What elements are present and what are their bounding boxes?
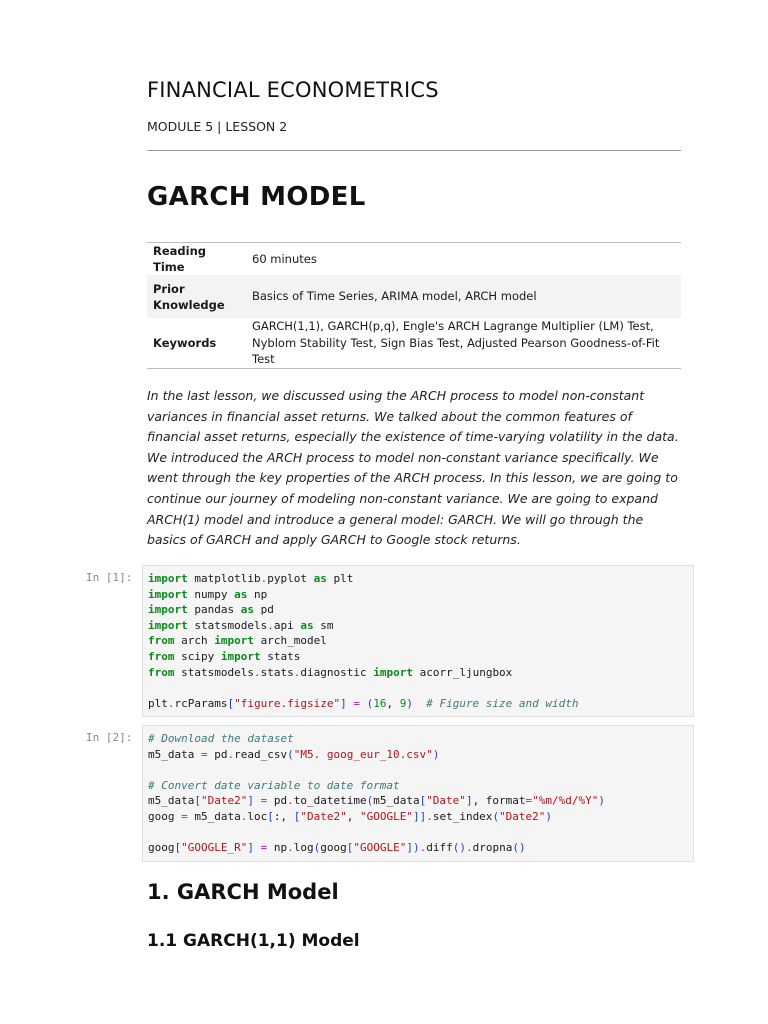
info-row-prior-knowledge: [147, 275, 681, 318]
code-line: goog = m5_data.loc[:, ["Date2", "GOOGLE"]].set_index("Date2"): [148, 809, 553, 823]
cell-prompt: In [2]:: [86, 731, 133, 744]
info-key: Keywords: [153, 335, 217, 350]
code-line: [148, 825, 693, 841]
cell-prompt: In [1]:: [86, 571, 133, 584]
code-line: from statsmodels.stats.diagnostic import acorr_ljungbox: [148, 665, 513, 679]
subsection-heading: 1.1 GARCH(1,1) Model: [147, 931, 360, 951]
intro-paragraph: In the last lesson, we discussed using the ARCH process to model non-constant variances in financial asset returns. We talked about the common features of financial asset returns, especially the existence of time-varying volatility in the data. We introduced the ARCH process to model non-constant variance specifically. We went through the key properties of the ARCH process. In this lesson, we are going to continue our journey of modeling non-constant variance. We are going to expand ARCH(1) model and introduce a general model: GARCH. We will go through the basics of GARCH and apply GARCH to Google stock returns.: [147, 388, 679, 548]
info-value: GARCH(1,1), GARCH(p,q), Engle's ARCH Lagrange Multiplier (LM) Test, Nyblom Stability Test, Sign Bias Test, Adjusted Pearson Goodness-of-Fit Test: [252, 319, 660, 366]
info-key: Prior Knowledge: [147, 275, 242, 318]
code-line: import pandas as pd: [148, 603, 274, 617]
info-row-keywords: [147, 318, 681, 368]
section-heading: 1. GARCH Model: [147, 880, 339, 904]
course-title: FINANCIAL ECONOMETRICS: [147, 78, 439, 102]
module-lesson-label: MODULE 5 | LESSON 2: [147, 119, 288, 134]
code-line: m5_data["Date2"] = pd.to_datetime(m5_data["Date"], format="%m/%d/%Y"): [148, 794, 606, 808]
lesson-info-table: [147, 242, 681, 369]
code-line: # Download the dataset: [148, 732, 294, 745]
code-line: from scipy import stats: [148, 649, 301, 663]
code-line: from arch import arch_model: [148, 634, 327, 648]
code-line: [148, 680, 693, 696]
code-line: plt.rcParams["figure.figsize"] = (16, 9) # Figure size and width: [148, 696, 579, 710]
code-line: import matplotlib.pyplot as plt: [148, 572, 354, 585]
code-line: goog["GOOGLE_R"] = np.log(goog["GOOGLE"]).diff().dropna(): [148, 841, 526, 855]
code-cell-data-load[interactable]: [142, 725, 694, 862]
code-line: # Convert date variable to date format: [148, 778, 400, 792]
code-cell-imports[interactable]: [142, 565, 694, 717]
info-row-reading-time: [147, 243, 681, 276]
code-line: import statsmodels.api as sm: [148, 618, 334, 632]
info-key: Reading Time: [153, 244, 207, 274]
code-line: import numpy as np: [148, 587, 268, 601]
header-divider: [147, 150, 681, 151]
info-value: 60 minutes: [252, 251, 317, 266]
info-value: Basics of Time Series, ARIMA model, ARCH model: [242, 275, 681, 318]
code-line: m5_data = pd.read_csv("M5. goog_eur_10.csv"): [148, 747, 440, 761]
lesson-title: GARCH MODEL: [147, 182, 366, 212]
code-line: [148, 762, 693, 778]
